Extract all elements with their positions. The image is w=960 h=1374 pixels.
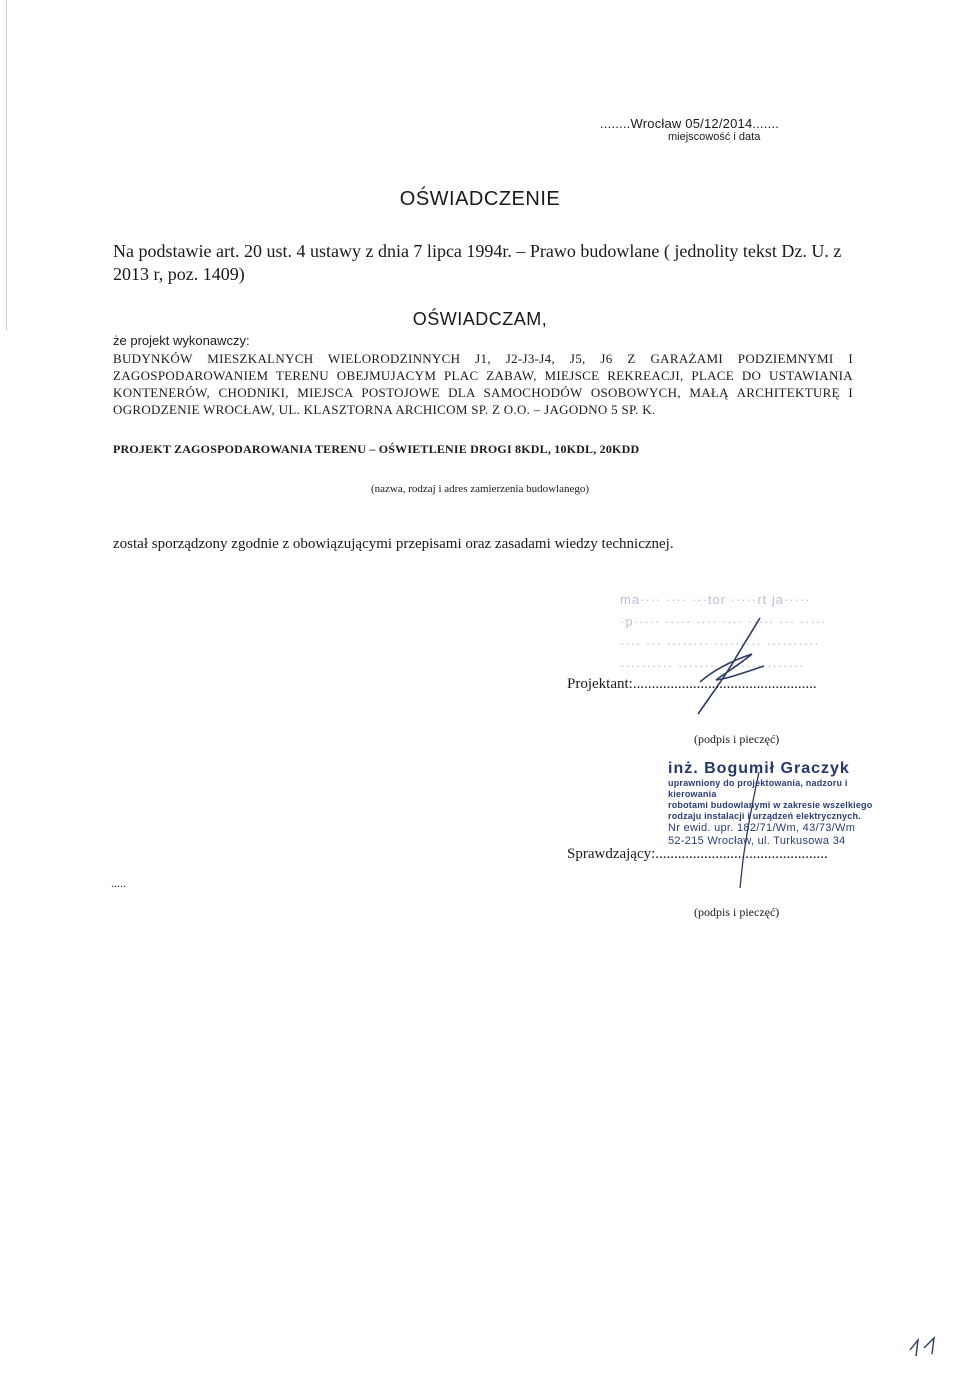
stamp-line: robotami budowlanymi w zakresie wszelkiego xyxy=(668,800,873,810)
left-dots: ..... xyxy=(111,876,126,890)
legal-basis: Na podstawie art. 20 ust. 4 ustawy z dnia 7 lipca 1994r. – Prawo budowlane ( jednolity tekst Dz. U. z 2013 r, poz. 1409) xyxy=(113,241,842,284)
declaration-heading: OŚWIADCZAM, xyxy=(412,309,548,329)
faded-stamp-line: ···· ··· ········ ········· ·········· xyxy=(620,636,820,651)
handwritten-page-number xyxy=(908,1336,944,1358)
intro-text: że projekt wykonawczy: xyxy=(113,333,250,348)
stamp-registration: Nr ewid. upr. 182/71/Wm, 43/73/Wm xyxy=(668,822,856,834)
engineer-stamp xyxy=(668,760,884,848)
place-and-date: ........Wrocław 05/12/2014....... xyxy=(600,116,780,131)
stamp-line: uprawniony do projektowania, nadzoru i kierowania xyxy=(668,778,848,799)
stamp-address: 52-215 Wrocław, ul. Turkusowa 34 xyxy=(668,835,846,847)
checker-signature xyxy=(735,770,765,890)
stamp-name: inż. Bogumił Graczyk xyxy=(668,760,850,777)
stamp-line: rodzaju instalacji i urządzeń elektrycznych. xyxy=(668,811,861,821)
designer-signature xyxy=(660,610,800,720)
designer-signature-line: Projektant:................................................. xyxy=(567,676,817,692)
designer-caption: (podpis i pieczęć) xyxy=(694,732,780,746)
faded-stamp-line: ·p····· ····· ···· ···· ····· ··· ····· xyxy=(620,614,827,629)
checker-caption: (podpis i pieczęć) xyxy=(694,905,780,919)
conclusion-text: został sporządzony zgodnie z obowiązującymi przepisami oraz zasadami wiedzy technicznej. xyxy=(113,536,674,552)
scan-edge-line xyxy=(6,0,7,330)
project-title: PROJEKT ZAGOSPODAROWANIA TERENU – OŚWIETLENIE DROGI 8KDL, 10KDL, 20KDD xyxy=(113,442,640,456)
checker-signature-line: Sprawdzający:.............................................. xyxy=(567,846,828,862)
document-title: OŚWIADCZENIE xyxy=(399,188,561,210)
project-caption: (nazwa, rodzaj i adres zamierzenia budowlanego) xyxy=(370,483,590,495)
place-date-caption: miejscowość i data xyxy=(668,131,761,143)
project-description: BUDYNKÓW MIESZKALNYCH WIELORODZINNYCH J1, J2-J3-J4, J5, J6 Z GARAŻAMI PODZIEMNYMI I ZAGOSPODAROWANIEM TERENU OBEJMUJACYM PLAC ZABAW, MIEJSCE REKREACJI, PLACE DO USTAWIANIA KONTENERÓW, CHODNIKI, MIEJSCA POSTOJOWE DLA SAMOCHODÓW OSOBOWYCH, MAŁĄ ARCHITEKTURĘ I OGRODZENIE WROCŁAW, UL. KLASZTORNA ARCHICOM SP. Z O.O. – JAGODNO 5 SP. K. xyxy=(113,351,853,417)
faded-stamp-line: ma···· ···· ···tor ·····rt ja····· xyxy=(620,592,811,607)
faded-stamp-line: ·········· ······· ········ ······· xyxy=(620,658,805,673)
